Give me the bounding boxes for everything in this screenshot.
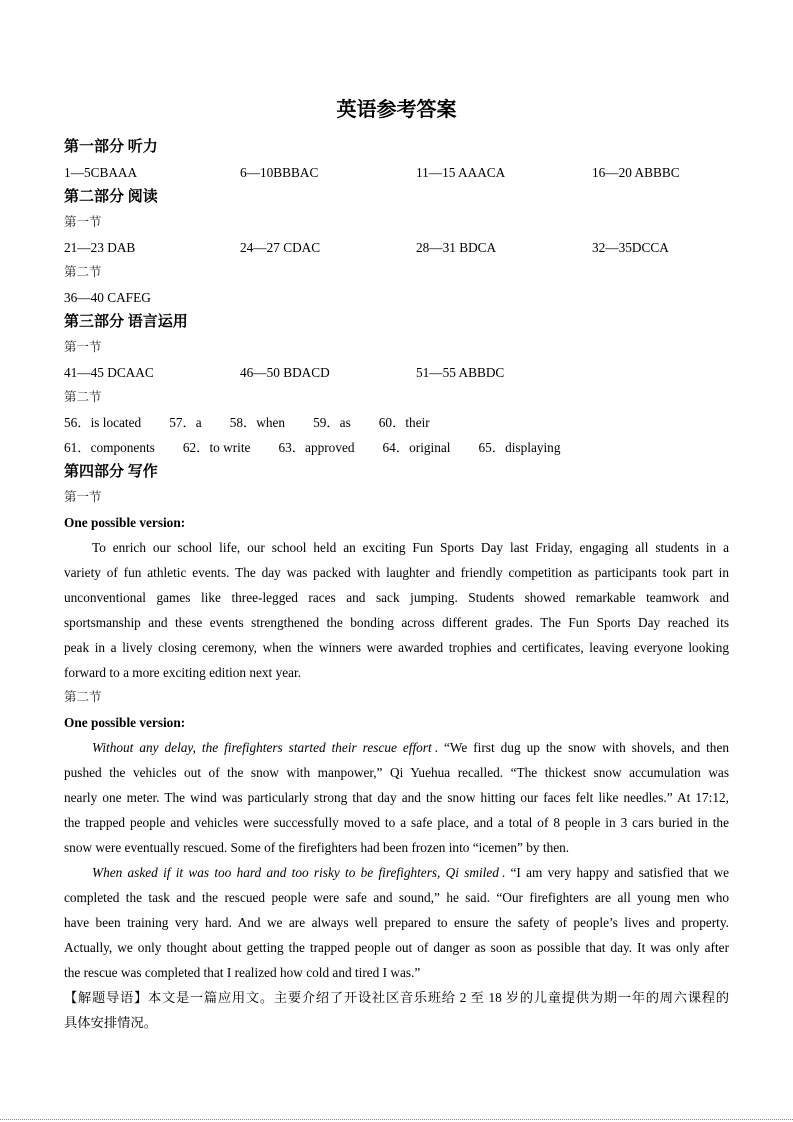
part-2-section-1-answer-row: [64, 235, 729, 260]
answer-item: 51—55 ABBDC: [416, 365, 505, 380]
page-bottom-rule: [0, 1119, 793, 1120]
note-line: 【解题导语】本文是一篇应用文。主要介绍了开设社区音乐班给 2 至 18 岁的儿童提供为期一年的周六课程的: [64, 990, 729, 1005]
answer-item: 16—20 ABBBC: [592, 165, 680, 180]
essay-line: unconventional games like three-legged races and sack jumping. Students showed remarkable teamwork and: [64, 590, 729, 605]
answer-item: 24—27 CDAC: [240, 240, 321, 255]
version-label: One possible version:: [64, 515, 186, 530]
answer-item: 1—5CBAAA: [64, 165, 138, 180]
answer-content: [64, 135, 729, 1035]
note-line: 具体安排情况。: [64, 1015, 158, 1030]
section-label: 第一节: [64, 490, 102, 504]
part-3-heading: 第三部分 语言运用: [64, 314, 188, 330]
essay-line: the rescue was completed that I realized how cold and tired I was.”: [64, 965, 421, 980]
essay-line: variety of fun athletic events. The day was packed with laughter and friendly competition as participants took part in: [64, 565, 729, 580]
essay-line: pushed the vehicles out of the snow with manpower,” Qi Yuehua recalled. “The thickest snow accumulation was: [64, 765, 729, 780]
essay-lead-rest: . “We first dug up the snow with shovels, and then: [434, 740, 729, 755]
section-label: 第一节: [64, 340, 102, 354]
fill-in-answer-row: [64, 410, 729, 435]
essay-line: To enrich our school life, our school held an exciting Fun Sports Day last Friday, engaging all students in a: [92, 540, 729, 555]
answer-item: 11—15 AAACA: [416, 165, 506, 180]
answer-item: 36—40 CAFEG: [64, 290, 151, 305]
essay-line: snow were eventually rescued. Some of the firefighters had been frozen into “icemen” by then.: [64, 840, 570, 855]
fill-in-answer: 65．displaying: [478, 440, 561, 455]
section-label: 第一节: [64, 215, 102, 229]
fill-in-answer: 63．approved: [278, 440, 355, 455]
part-1-heading: 第一部分 听力: [64, 139, 158, 155]
fill-in-answer: 61．components: [64, 440, 155, 455]
fill-in-answer: 59．as: [313, 415, 351, 430]
answer-item: 6—10BBBAC: [240, 165, 319, 180]
essay-line: the trapped people and vehicles were successfully moved to a safe place, and a total of 8 people in 3 cars buried in the: [64, 815, 729, 830]
essay-line: forward to a more exciting edition next year.: [64, 665, 302, 680]
part-3-section-1-answer-row: [64, 360, 729, 385]
essay-italic-lead: When asked if it was too hard and too risky to be firefighters, Qi smiled: [92, 865, 499, 880]
fill-in-answer: 57．a: [169, 415, 202, 430]
essay-line: Actually, we only thought about getting the trapped people out of danger as soon as possible that day. It was only after: [64, 940, 729, 955]
answer-item: 21—23 DAB: [64, 240, 136, 255]
essay-line: [64, 860, 729, 885]
section-label: 第二节: [64, 690, 102, 704]
essay-line: completed the task and the rescued people were safe and sound,” he said. “Our firefighters are all young men who: [64, 890, 729, 905]
part-1-answer-row: [64, 160, 729, 185]
fill-in-answer-row: [64, 435, 729, 460]
answer-item: 46—50 BDACD: [240, 365, 330, 380]
answer-item: 28—31 BDCA: [416, 240, 497, 255]
fill-in-answer: 62．to write: [182, 440, 251, 455]
section-label: 第二节: [64, 265, 102, 279]
essay-line: have been training very hard. And we are always well prepared to ensure the safety of people’s lives and property.: [64, 915, 729, 930]
answer-item: 32—35DCCA: [592, 240, 669, 255]
fill-in-answer: 56．is located: [64, 415, 142, 430]
part-4-heading: 第四部分 写作: [64, 464, 158, 480]
essay-lead-rest: . “I am very happy and satisfied that we: [501, 865, 729, 880]
essay-line: nearly one meter. The wind was particularly strong that day and the snow hitting our faces felt like needles.” At 17:12,: [64, 790, 729, 805]
part-2-section-2-answer-row: [64, 285, 729, 310]
page-title: 英语参考答案: [336, 99, 457, 121]
essay-line: [64, 735, 729, 760]
fill-in-answer: 58．when: [229, 415, 286, 430]
essay-italic-lead: Without any delay, the firefighters started their rescue effort: [92, 740, 432, 755]
essay-line: peak in a lively closing ceremony, when the winners were awarded trophies and certificates, leaving everyone looking: [64, 640, 729, 655]
section-label: 第二节: [64, 390, 102, 404]
fill-in-answer: 64．original: [382, 440, 451, 455]
fill-in-answer: 60．their: [378, 415, 430, 430]
part-2-heading: 第二部分 阅读: [64, 189, 158, 205]
answer-item: 41—45 DCAAC: [64, 365, 154, 380]
version-label: One possible version:: [64, 715, 186, 730]
essay-line: sportsmanship and these events strengthened the bonding across different grades. The Fun Sports Day reached its: [64, 615, 729, 630]
